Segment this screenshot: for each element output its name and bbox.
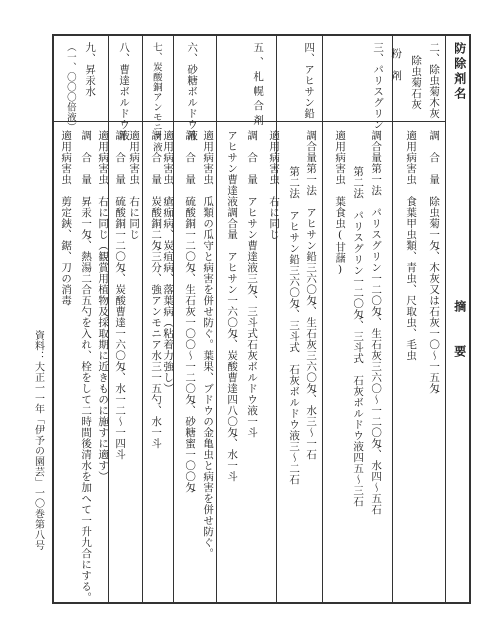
row-divider bbox=[142, 34, 143, 604]
row-divider bbox=[322, 34, 323, 604]
row-line: アヒサン曹達液調合量 アヒサン一六〇匁、炭酸曹達四八〇匁、水一斗 bbox=[226, 130, 239, 482]
row-line: 適用病害虫 食葉甲虫類、青虫、尺取虫、毛虫 bbox=[405, 130, 418, 361]
row-line: 適用病害虫 瓜類の瓜守と病害を併せ防ぐ。葉果、ブドウの金亀虫と病害を併せ防ぐ。 bbox=[202, 130, 215, 559]
row-line: 適用病害虫 右に同じ bbox=[128, 130, 141, 240]
header-name-label: 防除剤名 bbox=[452, 42, 467, 102]
header-divider bbox=[52, 121, 446, 122]
row-name: 九、昇汞水 bbox=[84, 42, 97, 97]
row-line: 調 合 量 昇汞一匁、熱湯二合五勺を入れ、栓をして二時間後清水を加へて一升九合にする。 bbox=[80, 130, 93, 603]
row-line: 調 合 量 炭酸銅二匁三分、強アンモニア水三一五勺、水一斗 bbox=[150, 130, 163, 449]
row-name: 四、アヒサン鉛 bbox=[303, 42, 316, 119]
row-name: 二、除虫菊木灰 bbox=[428, 42, 441, 119]
row-name: 五、札幌合剤 bbox=[252, 42, 265, 129]
header-column-divider bbox=[445, 34, 446, 604]
row-line: 調 合 量 アヒサン曹達液三匁、三斗式石灰ボルドウ液一斗 bbox=[246, 130, 259, 438]
row-name-sub: （一、〇〇〇倍液） bbox=[64, 42, 76, 132]
frame-bottom bbox=[52, 602, 470, 604]
row-name: 六、砂糖ボルドウ液 bbox=[186, 42, 199, 141]
row-divider bbox=[276, 34, 277, 604]
row-line: 適用病害虫 右に同じ bbox=[268, 130, 281, 240]
row-line: 調合量第一法 パリスグリン一二〇匁、生石灰三六〇～一二〇匁、水四～五石 bbox=[370, 130, 383, 515]
header-summary-label: 摘 要 bbox=[452, 300, 467, 360]
row-line: 調 合 量 硫酸銅一二〇匁、生石灰一〇〇～一二〇匁、砂糖蜜一〇〇匁 bbox=[184, 130, 197, 493]
frame-right bbox=[469, 34, 471, 604]
row-name-sub: 除虫菊石灰 bbox=[410, 55, 423, 110]
row-name: 八、曹達ボルドウ液 bbox=[118, 42, 131, 141]
row-line: 適用病害虫 剪定鋏、鋸、刀の消毒 bbox=[60, 130, 73, 306]
row-divider bbox=[392, 34, 393, 604]
row-name: 三、パリスグリン bbox=[372, 42, 385, 130]
row-name-sub: 粉 剤 bbox=[390, 48, 403, 81]
frame-top bbox=[52, 34, 470, 36]
row-line: 第二法 アヒサン鉛三六〇匁、三斗式 石灰ボルドウ液三～二石 bbox=[288, 166, 301, 485]
row-line: 調 合 量 硫酸銅一二〇匁、炭酸曹達一六〇匁、水一二～一四斗 bbox=[114, 130, 127, 460]
row-name: 七、炭酸銅アンモニア液 bbox=[150, 42, 162, 152]
source-note: 資料：大正一一年「伊予の園芸」一〇巻第八号 bbox=[32, 330, 44, 551]
row-line: 第二法 パリスグリン一二〇匁、三斗式 石灰ボルドウ液四五～三石 bbox=[352, 166, 365, 507]
row-line: 適用病害虫 瘡痂病、炭疽病、落葉病（粘着力強し） bbox=[162, 130, 175, 394]
row-line: 適用病害虫 葉食虫(甘藷) bbox=[334, 130, 347, 276]
row-line: 適用病害虫 右に同じ（観賞用植物及採取期に近きものに施すに適す） bbox=[97, 130, 110, 482]
row-line: 調 合 量 除虫菊一匁、木灰又は石灰一〇～一五匁 bbox=[428, 130, 441, 394]
frame-left bbox=[52, 34, 54, 604]
row-divider bbox=[216, 34, 217, 604]
row-line: 調合量第一法 アヒサン鉛三六〇匁、生石灰三六〇匁、水三～一石 bbox=[305, 130, 318, 460]
